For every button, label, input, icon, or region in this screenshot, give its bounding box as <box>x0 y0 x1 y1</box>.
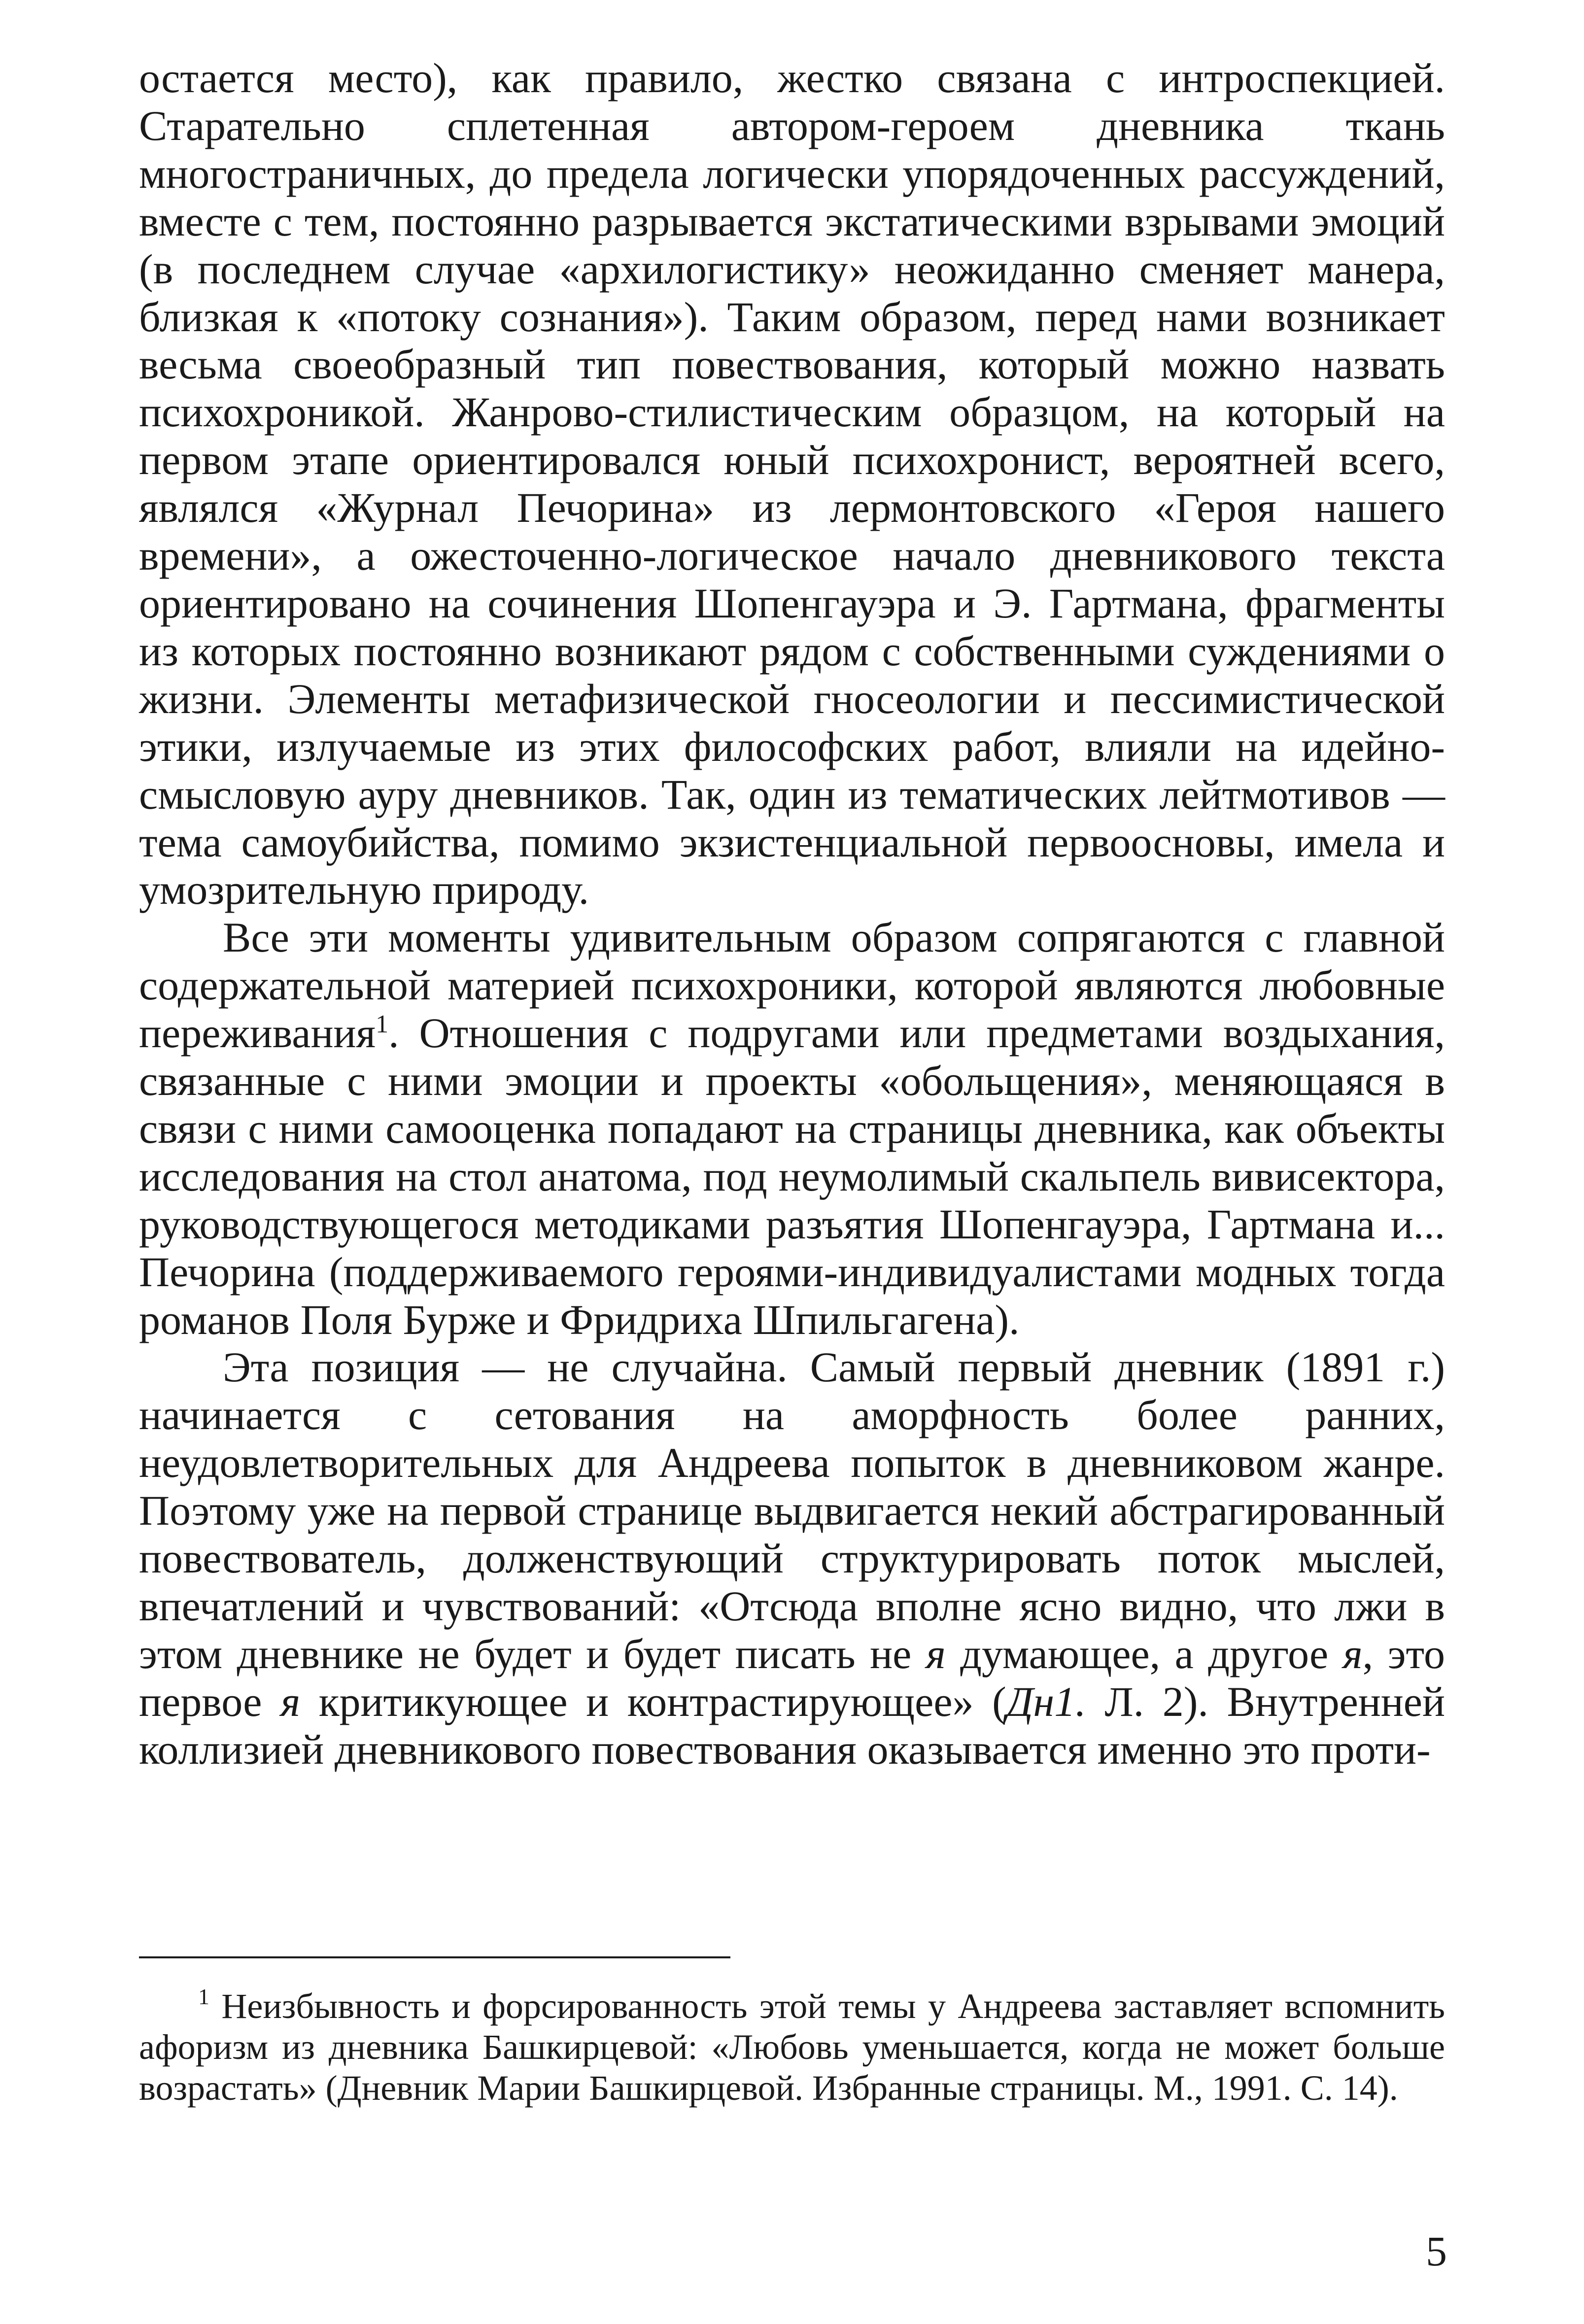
paragraph-3 <box>139 1343 1445 1773</box>
italic-run: я <box>1343 1630 1363 1677</box>
footnote-mark: 1 <box>198 1984 209 2009</box>
italic-run: я <box>926 1630 946 1677</box>
text-run: . Отношения с подругами или предметами воздыхания, связанные с ними эмоции и проекты «обольщения», меняющаяся в связи с ними самооценка попадают на страницы дневника, как объекты исследования на стол анатома, под неумолимый скальпель вивисектора, руководствующегося методиками разъятия Шопенгауэра, Гартмана и... Печорина (поддерживаемого героями-индивидуалистами модных тогда романов Поля Бурже и Фридриха Шпильгагена). <box>139 1009 1445 1343</box>
paragraph-1 <box>139 54 1445 914</box>
main-text <box>139 54 1445 1774</box>
text-run: , это первое <box>139 1630 1445 1725</box>
text-run: критикующее и контрастирующее» ( <box>300 1677 1006 1725</box>
italic-run: я <box>280 1677 301 1725</box>
text-run: Л. 2). Внутренней коллизией дневникового повествования оказывается именно это проти- <box>139 1677 1445 1773</box>
footnote-separator <box>139 1956 730 1958</box>
footnote-reference: 1 <box>376 1010 389 1039</box>
italic-run: Дн1. <box>1006 1677 1086 1725</box>
footnote-text: Неизбывность и форсированность этой темы у Андреева заставляет вспомнить афоризм из дневника Башкирцевой: «Любовь уменьшается, когда не может больше возрастать» (Дневник Марии Башкирцевой. Избранные страницы. М., 1991. С. 14). <box>139 1986 1445 2108</box>
paragraph-2 <box>139 914 1445 1343</box>
footnote <box>139 1986 1445 2109</box>
text-run: остается место), как правило, жестко связана с интроспекцией. Старательно сплетенная автором-героем дневника ткань многостраничных, до предела логически упорядоченных рассуждений, вместе с тем, постоянно разрывается экстатическими взрывами эмоций (в последнем случае «архилогистику» неожиданно сменяет манера, близкая к «потоку сознания»). Таким образом, перед нами возникает весьма своеобразный тип повествования, который можно назвать психохроникой. Жанрово-стилистическим образцом, на который на первом этапе ориентировался юный психохронист, вероятней всего, являлся «Журнал Печорина» из лермонтовского «Героя нашего времени», а ожесточенно-логическое начало дневникового текста ориентировано на сочинения Шопенгауэра и Э. Гартмана, фрагменты из которых постоянно возникают рядом с собственными суждениями о жизни. Элементы метафизической гносеологии и пессимистической этики, излучаемые из этих философских работ, влияли на идейно-смысловую ауру дневников. Так, один из тематических лейтмотивов — тема самоубийства, помимо экзистенциальной первоосновы, имела и умозрительную природу. <box>139 54 1445 914</box>
text-run: Эта позиция — не случайна. Самый первый дневник (1891 г.) начинается с сетования на аморфность более ранних, неудовлетворительных для Андреева попыток в дневниковом жанре. Поэтому уже на первой странице выдвигается некий абстрагированный повествователь, долженствующий структурировать поток мыслей, впечатлений и чувствований: «Отсюда вполне ясно видно, что лжи в этом дневнике не будет и будет писать не <box>139 1343 1445 1677</box>
page-number: 5 <box>1426 2227 1447 2275</box>
text-run: Все эти моменты удивительным образом сопрягаются с главной содержательной материей психохроники, которой являются любовные переживания <box>139 914 1445 1057</box>
text-run: думающее, а другое <box>945 1630 1343 1677</box>
